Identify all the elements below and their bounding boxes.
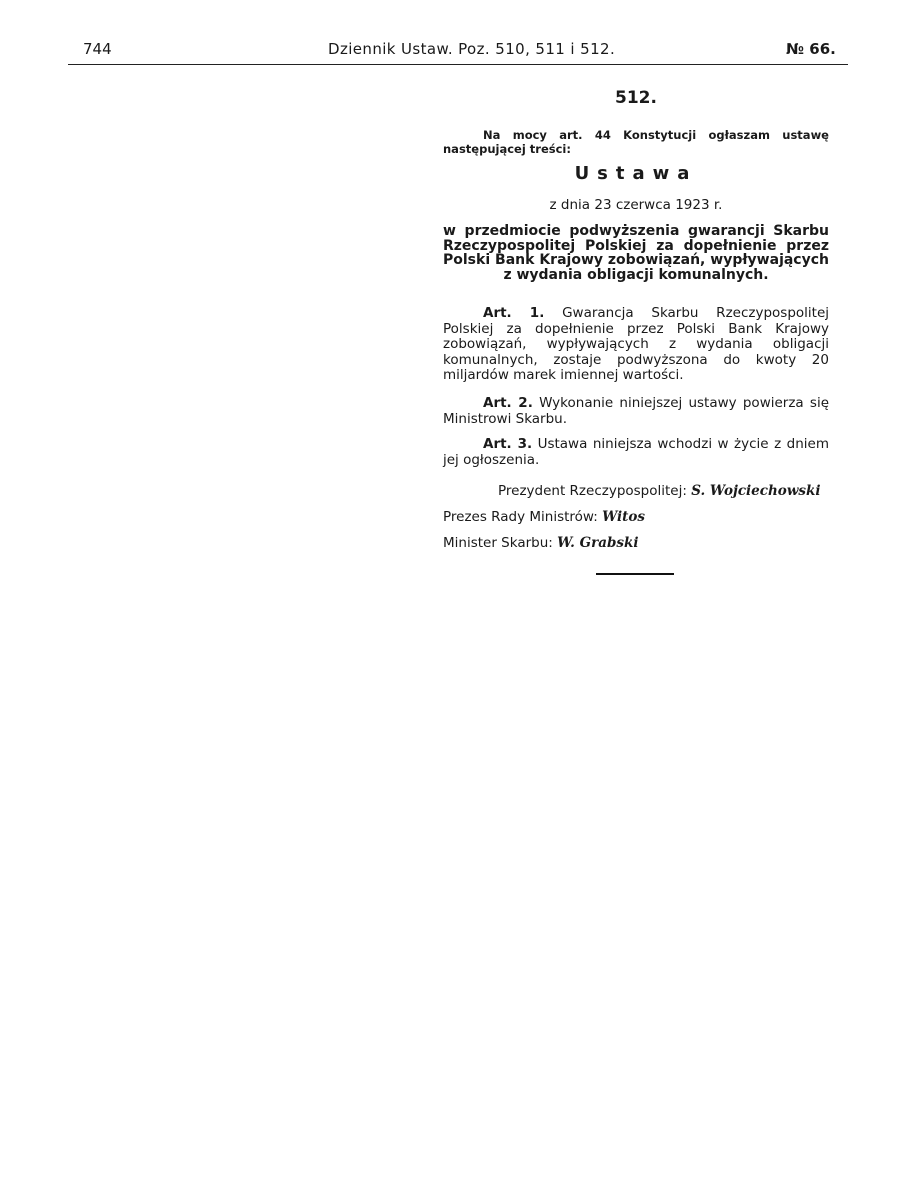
- signature-name: Witos: [602, 509, 645, 525]
- signature-name: S. Wojciechowski: [691, 483, 821, 499]
- signature-prime-minister: [443, 509, 645, 525]
- act-date: z dnia 23 czerwca 1923 r.: [549, 197, 723, 213]
- article-text: Ustawa niniejsza wchodzi w życie z dniem jej ogłoszenia.: [443, 436, 829, 468]
- article-1: [443, 306, 829, 384]
- journal-title: Dziennik Ustaw. Poz. 510, 511 i 512.: [328, 40, 616, 58]
- article-label: Art. 2.: [483, 395, 533, 411]
- article-label: Art. 3.: [483, 436, 533, 452]
- promulgation-intro: Na mocy art. 44 Konstytucji ogłaszam ustawę następującej treści:: [443, 128, 829, 156]
- header-rule: [68, 64, 848, 65]
- page-number: 744: [83, 40, 112, 58]
- signature-name: W. Grabski: [557, 535, 639, 551]
- article-label: Art. 1.: [483, 305, 545, 321]
- signature-president: [498, 483, 821, 499]
- signature-role: Minister Skarbu:: [443, 535, 553, 551]
- issue-number: № 66.: [786, 40, 836, 58]
- article-text: Wykonanie niniejszej ustawy powierza się Ministrowi Skarbu.: [443, 395, 830, 427]
- signature-role: Prezes Rady Ministrów:: [443, 509, 598, 525]
- signature-role: Prezydent Rzeczypospolitej:: [498, 483, 687, 499]
- act-subject: w przedmiocie podwyższenia gwarancji Skarbu Rzeczypospolitej Polskiej za dopełnienie przez Polski Bank Krajowy zobowiązań, wypływających z wydania obligacji komunalnych.: [443, 223, 829, 283]
- signature-treasury-minister: [443, 535, 639, 551]
- article-3: [443, 437, 829, 468]
- act-title: Ustawa: [574, 163, 698, 184]
- article-2: [443, 396, 829, 427]
- position-number: 512.: [615, 88, 657, 108]
- page-header: [0, 40, 912, 62]
- article-text: Gwarancja Skarbu Rzeczypospolitej Polskiej za dopełnienie przez Polski Bank Krajowy zobowiązań, wypływających z wydania obligacji komunalnych, zostaje podwyższona do kwoty 20 miljardów marek imiennej wartości.: [443, 305, 829, 383]
- end-rule: [596, 573, 674, 575]
